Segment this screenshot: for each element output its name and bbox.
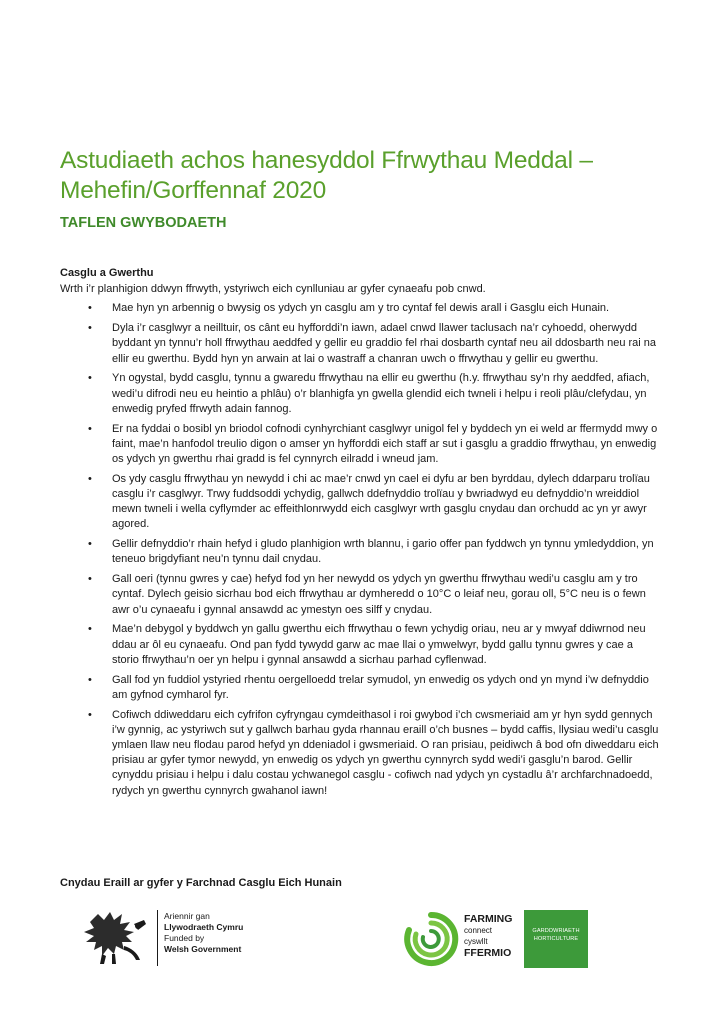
- bullet-item: [60, 708, 660, 799]
- horticulture-badge: [524, 910, 588, 968]
- bullet-text: Gellir defnyddio’r rhain hefyd i gludo planhigion wrth blannu, i gario offer pan fyddwch yn tynnu ymledyddion, yn teneuo brigdyfiant neu’n tynnu dail cnydau.: [112, 538, 654, 566]
- wg-name-cy: Llywodraeth Cymru: [164, 922, 244, 932]
- bullet-text: Gall oeri (tynnu gwres y cae) hefyd fod yn her newydd os ydych yn gwerthu ffrwythau wedi’u casglu am y tro cyntaf. Dylech geisio sicrhau bod eich ffrwythau ar dymheredd o 10°C o leiaf neu, gorau oll, 5°C neu is o fewn awr o’u cynaeafu i gynnal ansawdd ac ymestyn oes silff y cnydau.: [112, 573, 646, 616]
- fc-cyswllt: cyswllt: [464, 937, 488, 946]
- bullet-dot-icon: •: [88, 472, 92, 485]
- farming-connect-text: [464, 914, 512, 958]
- bullet-text: Mae’n debygol y byddwch yn gallu gwerthu eich ffrwythau o fewn ychydig oriau, neu ar y mwyaf ddiwrnod neu ddau ar ôl eu cynaeafu. Ond pan fydd tywydd garw ac mae llai o ymwelwyr, bydd gallu tynnu gwres y cae a storio ffrwythau’n oer yn helpu i gynnal ansawdd a sicrhau parhad cyflenwad.: [112, 623, 646, 666]
- bullet-item: [60, 622, 660, 668]
- bullet-item: [60, 301, 660, 316]
- bullet-dot-icon: •: [88, 302, 92, 315]
- other-crops-heading: Cnydau Eraill ar gyfer y Farchnad Casglu Eich Hunain: [60, 877, 342, 889]
- harvest-section: [60, 266, 660, 803]
- welsh-dragon-icon: [80, 908, 154, 966]
- bullet-text: Gall fod yn fuddiol ystyried rhentu oergelloedd trelar symudol, yn enwedig os ydych ond yn mynd i’w defnyddio am gyfnod cymharol fyr.: [112, 673, 649, 701]
- bullet-dot-icon: •: [88, 708, 92, 721]
- bullet-item: [60, 422, 660, 468]
- fc-farming: FARMING: [464, 913, 513, 925]
- wg-funded-by-en: Funded by: [164, 933, 205, 943]
- logo-divider: [157, 910, 158, 966]
- section-heading: Casglu a Gwerthu: [60, 267, 154, 279]
- bullet-item: [60, 673, 660, 703]
- page-subtitle: TAFLEN GWYBODAETH: [60, 215, 227, 231]
- bullet-text: Dyla i’r casglwyr a neilltuir, os cânt eu hyfforddi’n iawn, adael cnwd llawer taclusach na’r cyhoedd, oherwydd byddant yn tynnu’r holl ffrwythau aeddfed y gellir eu graddio fel rhai dosbarth cyntaf neu ail ddosbarth neu rai na ellir eu gwerthu. Bydd hyn yn arwain at lai o wastraff a chanran uwch o ffrwythau y gellir eu gwerthu.: [112, 322, 657, 365]
- wg-funded-by-cy: Ariennir gan: [164, 911, 210, 921]
- bullet-text: Yn ogystal, bydd casglu, tynnu a gwaredu ffrwythau na ellir eu gwerthu (h.y. ffrwythau sy’n rhy aeddfed, afiach, wedi’u difrodi neu eu heintio a phlâu) o’r blanhigfa yn gwella glendid eich twneli i helpu i reoli plâu/clefydau, yn enwedig pryfed ffrwyth adain fannog.: [112, 372, 650, 415]
- page-title: [60, 146, 660, 206]
- bullet-dot-icon: •: [88, 372, 92, 385]
- fc-connect: connect: [464, 925, 493, 935]
- farming-connect-logo: [402, 910, 652, 970]
- welsh-government-logo: [80, 908, 270, 968]
- bullet-text: Mae hyn yn arbennig o bwysig os ydych yn casglu am y tro cyntaf fel dewis arall i Gasglu eich Hunain.: [112, 302, 610, 315]
- bullet-dot-icon: •: [88, 673, 92, 686]
- bullet-item: [60, 321, 660, 367]
- bullet-text: Er na fyddai o bosibl yn briodol cofnodi cynhyrchiant casglwyr unigol fel y byddech yn ei weld ar ffermydd mwy o faint, mae’n hanfodol treulio digon o amser yn hyfforddi eich staff ar sut i gasglu a graddio ffrwythau, yn enwedig os ydych yn gwerthu rhai gradd is fel cynnyrch eilradd i wneud jam.: [112, 422, 658, 466]
- bullet-dot-icon: •: [88, 538, 92, 551]
- bullet-item: [60, 537, 660, 567]
- page-title-line-1: Astudiaeth achos hanesyddol Ffrwythau Meddal –: [60, 147, 593, 174]
- page-title-line-2: Mehefin/Gorffennaf 2020: [60, 177, 327, 204]
- bullet-item: [60, 472, 660, 533]
- bullet-item: [60, 572, 660, 618]
- farming-connect-swirl-icon: [402, 910, 460, 968]
- wg-name-en: Welsh Government: [164, 944, 242, 954]
- badge-line-cy: GARDDWRIAETH: [532, 928, 580, 934]
- bullet-dot-icon: •: [88, 623, 92, 636]
- section-intro: Wrth i’r planhigion ddwyn ffrwyth, ystyriwch eich cynlluniau ar gyfer cynaeafu pob cnwd.: [60, 283, 486, 296]
- bullet-list: [60, 301, 660, 798]
- fc-ffermio: FFERMIO: [464, 946, 512, 959]
- bullet-text: Os ydy casglu ffrwythau yn newydd i chi ac mae’r cnwd yn cael ei dyfu ar ben byrddau, dylech ddarparu trolïau casglu i’r casglwyr. Trwy fuddsoddi ychydig, gallwch ddefnyddio trolïau y bwriadwyd eu defnyddio’n wreiddiol mewn twneli i wella cyflymder ac effeithlonrwydd eich casglwyr wrth gasglu cnydau dan orchudd ac yn yr awyr agored.: [112, 472, 650, 531]
- bullet-dot-icon: •: [88, 322, 92, 335]
- bullet-item: [60, 371, 660, 417]
- bullet-dot-icon: •: [88, 422, 92, 435]
- bullet-text: Cofiwch ddiweddaru eich cyfrifon cyfryngau cymdeithasol i roi gwybod i’ch cwsmeriaid am yr hyn sydd gennych i’w gynnig, ac ystyriwch sut y gallwch barhau gyda rhannau eraill o’ch busnes – bydd caffis, llysiau wedi’u casglu ymlaen llaw neu flodau parod hefyd yn ddeniadol i gwsmeriaid. O ran prisiau, peidiwch â bod ofn diweddaru eich prisiau ar gyfer tymor newydd, yn enwedig os ydych yn gwerthu cynnyrch sydd wedi’i gasglu’n barod. Gellir cynyddu prisiau i helpu i dalu costau ychwanegol casglu - cofiwch nad ydych yn cystadlu â’r archfarchnadoedd, rydych yn gwerthu cynnyrch gwahanol iawn!: [112, 708, 659, 797]
- bullet-dot-icon: •: [88, 573, 92, 586]
- welsh-government-text: [164, 911, 243, 955]
- badge-line-en: HORTICULTURE: [533, 936, 579, 942]
